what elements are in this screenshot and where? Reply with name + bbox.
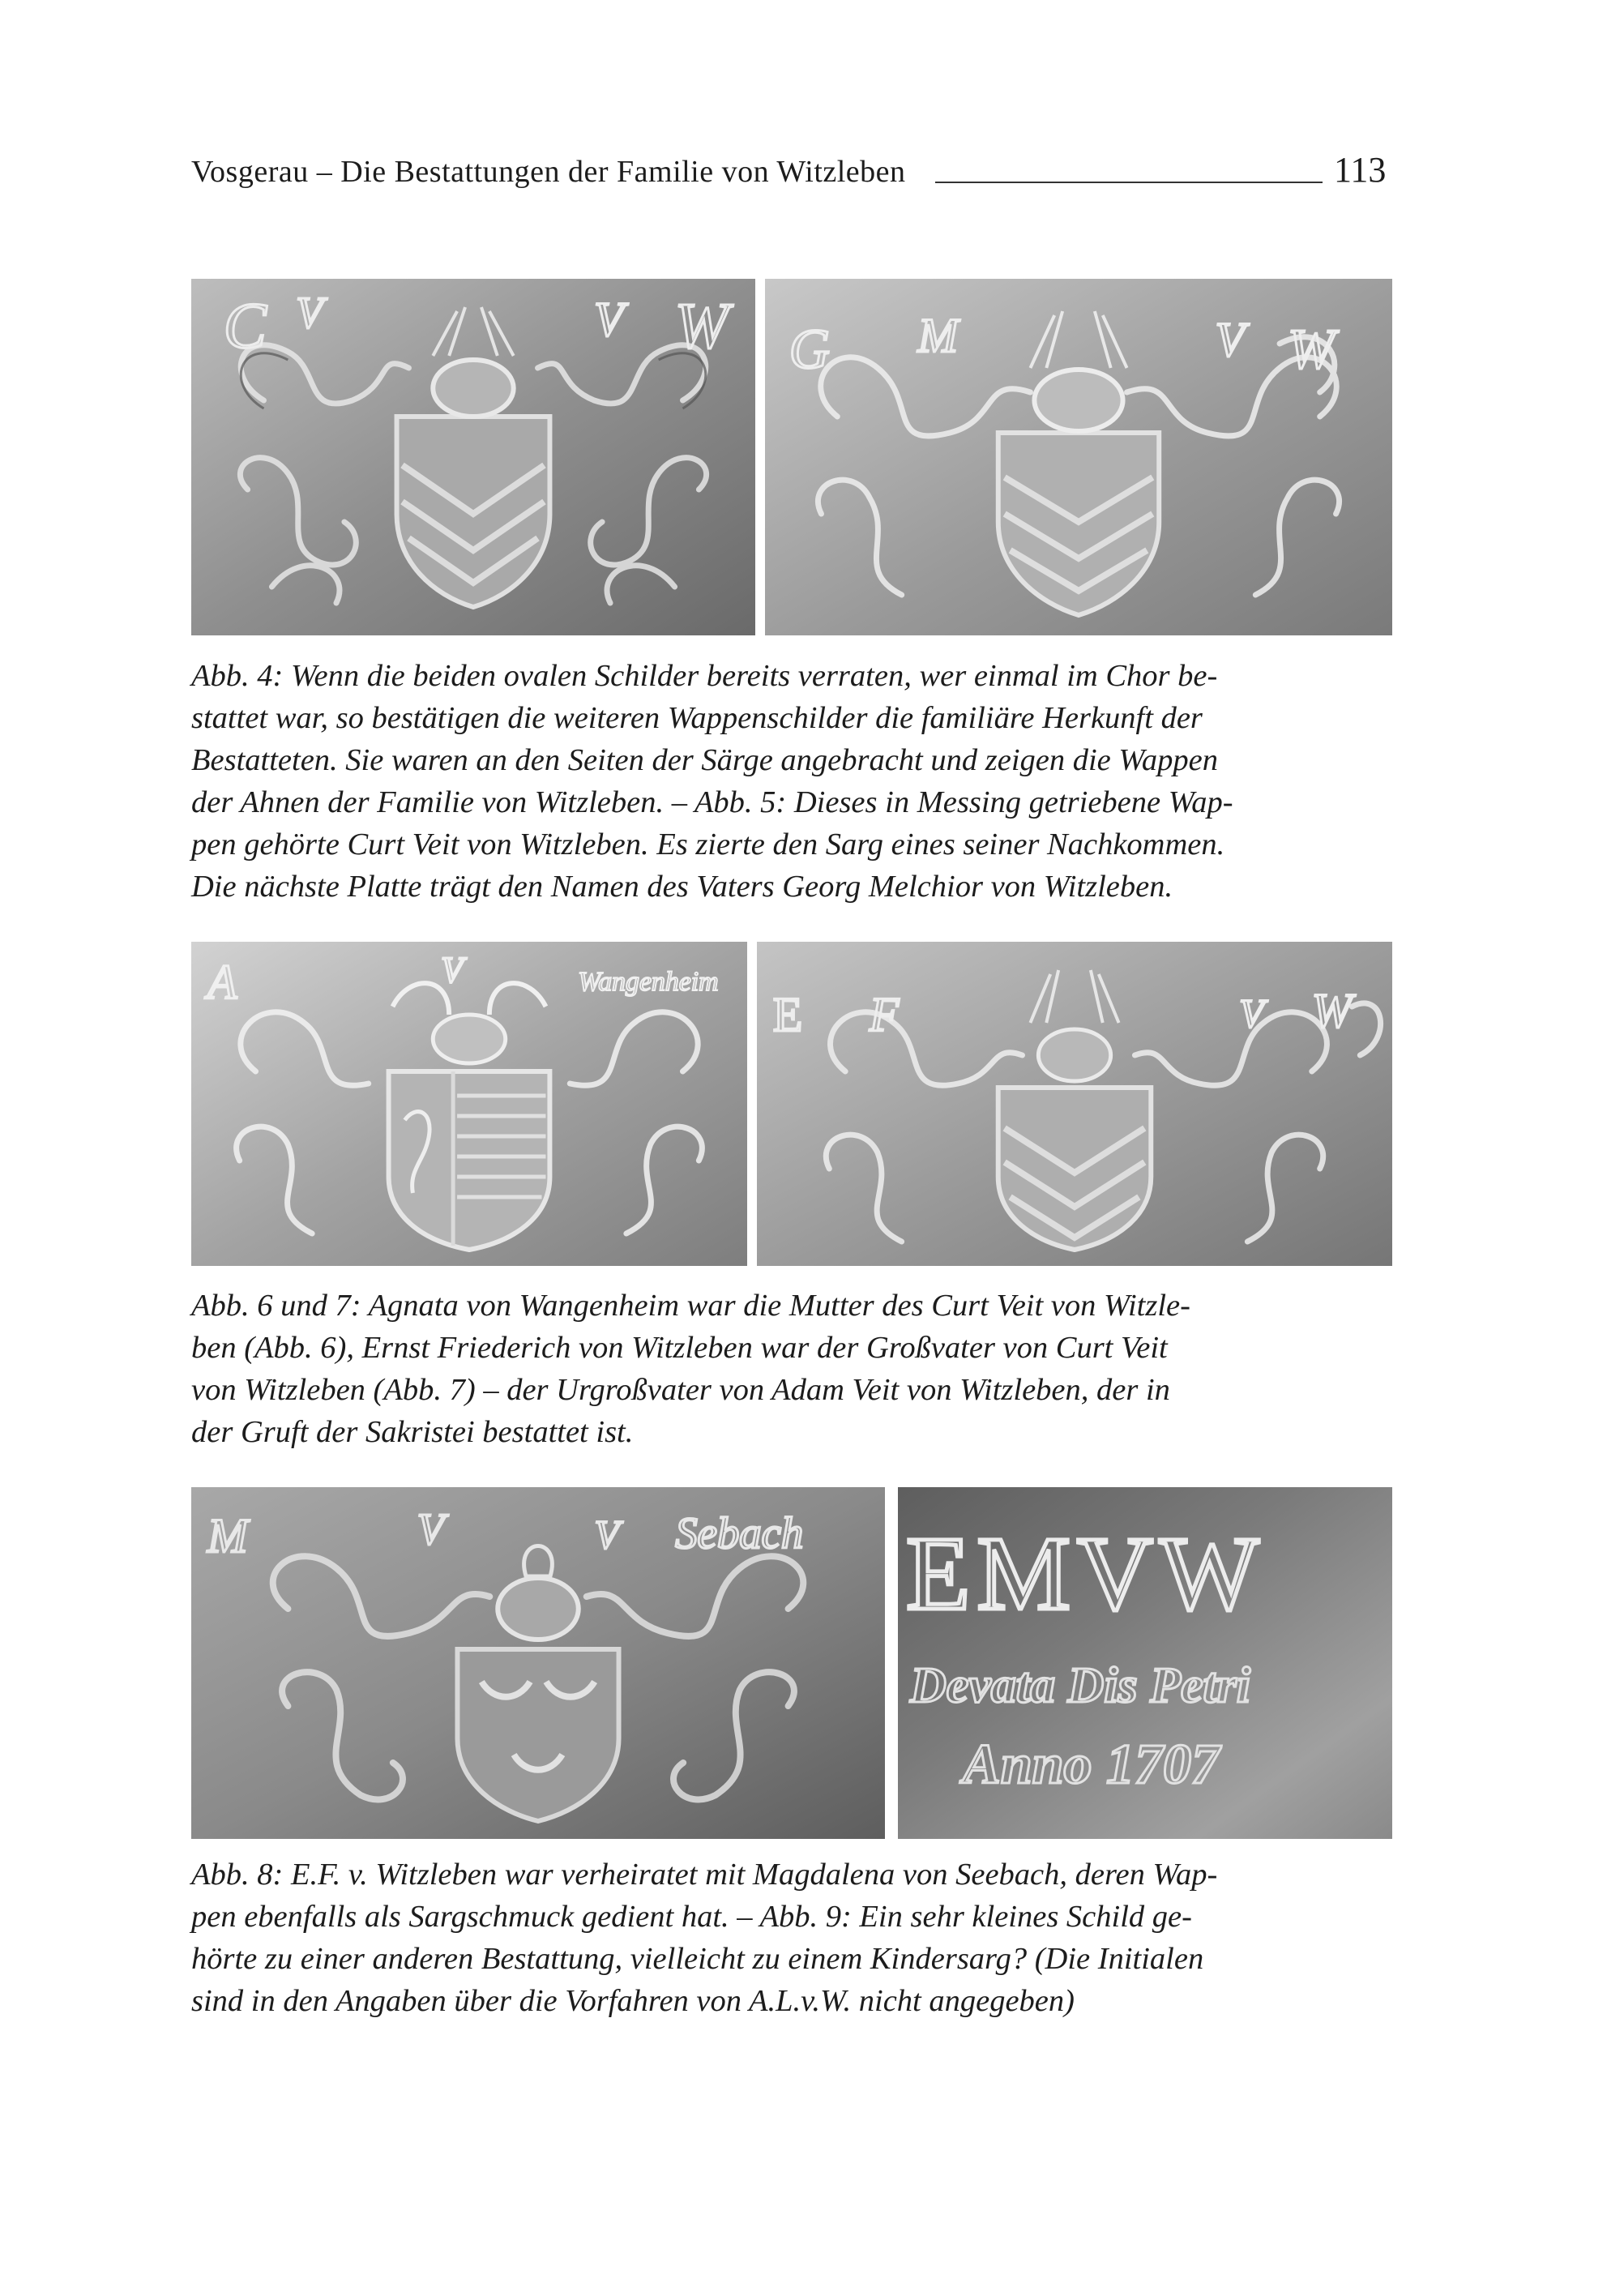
plate-initial: G xyxy=(788,318,830,382)
plate-initial: V xyxy=(441,949,464,991)
caption-line: ben (Abb. 6), Ernst Friederich von Witzleben war der Großvater von Curt Veit xyxy=(191,1331,1168,1365)
caption-abb-4-5 xyxy=(191,655,1394,908)
inscription-plate-image xyxy=(898,1487,1392,1839)
plate-initial: A xyxy=(207,955,237,1010)
caption-line: stattet war, so bestätigen die weiteren Wappenschilder die familiäre Herkunft der xyxy=(191,701,1203,735)
plate-initial: M xyxy=(917,308,959,363)
caption-line: von Witzleben (Abb. 7) – der Urgroßvater von Adam Veit von Witzleben, der in xyxy=(191,1373,1170,1407)
running-title: Vosgerau – Die Bestattungen der Familie von Witzleben xyxy=(191,155,906,189)
plate-initial: W xyxy=(1288,318,1335,382)
caption-line: pen ebenfalls als Sargschmuck gedient hat. – Abb. 9: Ein sehr kleines Schild ge- xyxy=(191,1900,1192,1934)
crest-plate-image xyxy=(191,279,755,635)
plate-initial: W xyxy=(674,290,729,363)
plate-emvw-inscription xyxy=(898,1487,1392,1839)
inscription-initials: EMVW xyxy=(906,1516,1266,1632)
caption-abb-8-9 xyxy=(191,1853,1394,2022)
plate-initial: V xyxy=(594,1511,620,1558)
plate-initial: V xyxy=(296,287,323,338)
inscription-date: Anno 1707 xyxy=(963,1734,1220,1796)
plate-gmvw-georg-melchior xyxy=(765,279,1392,635)
plate-initial: V xyxy=(1239,990,1264,1037)
caption-line: Abb. 8: E.F. v. Witzleben war verheiratet mit Magdalena von Seebach, deren Wap- xyxy=(191,1858,1218,1892)
plate-initial: V xyxy=(1215,312,1246,367)
plate-initial: E xyxy=(772,987,803,1042)
plate-initial: Sebach xyxy=(675,1507,804,1558)
crest-plate-image xyxy=(191,942,747,1266)
plate-initial: C xyxy=(223,290,267,363)
caption-line: Bestatteten. Sie waren an den Seiten der Särge angebracht und zeigen die Wappen xyxy=(191,743,1219,777)
caption-line: hörte zu einer anderen Bestattung, vielleicht zu einem Kindersarg? (Die Initialen xyxy=(191,1942,1204,1976)
plate-initial: M xyxy=(207,1508,248,1563)
plate-initial: Wangenheim xyxy=(578,966,719,998)
header-rule xyxy=(935,182,1323,183)
plate-initial: V xyxy=(594,292,624,347)
plate-initial: F xyxy=(869,987,900,1042)
caption-line: der Gruft der Sakristei bestattet ist. xyxy=(191,1415,634,1449)
plate-avw-wangenheim xyxy=(191,942,747,1266)
plate-initial: V xyxy=(417,1503,445,1554)
inscription-text: Devata Dis Petri xyxy=(910,1658,1251,1713)
caption-abb-6-7 xyxy=(191,1285,1394,1453)
page-number: 113 xyxy=(1334,150,1387,190)
caption-line: Abb. 4: Wenn die beiden ovalen Schilder bereits verraten, wer einmal im Chor be- xyxy=(191,659,1218,693)
caption-line: sind in den Angaben über die Vorfahren von A.L.v.W. nicht angegeben) xyxy=(191,1984,1075,2018)
plate-mvs-seebach xyxy=(191,1487,885,1839)
caption-line: der Ahnen der Familie von Witzleben. – Abb. 5: Dieses in Messing getriebene Wap- xyxy=(191,785,1233,819)
running-head xyxy=(191,151,1407,199)
caption-line: Die nächste Platte trägt den Namen des Vaters Georg Melchior von Witzleben. xyxy=(191,870,1173,904)
caption-line: pen gehörte Curt Veit von Witzleben. Es zierte den Sarg eines seiner Nachkommen. xyxy=(191,827,1225,862)
plate-cvw-curt-veit xyxy=(191,279,755,635)
crest-plate-image xyxy=(757,942,1392,1266)
plate-initial: W xyxy=(1311,983,1353,1038)
plate-efvw-ernst-friederich xyxy=(757,942,1392,1266)
crest-plate-image xyxy=(765,279,1392,635)
caption-line: Abb. 6 und 7: Agnata von Wangenheim war die Mutter des Curt Veit von Witzle- xyxy=(191,1289,1190,1323)
crest-plate-image xyxy=(191,1487,885,1839)
